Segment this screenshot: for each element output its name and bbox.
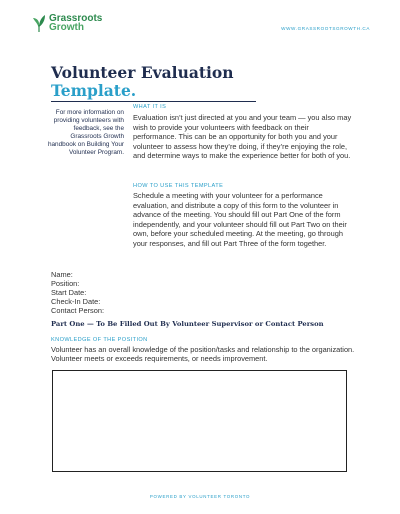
- knowledge-answer-box[interactable]: [52, 370, 347, 472]
- sidenote: For more information on providing volunteers with feedback, see the Grassroots Growth handbook on Building Your Volunteer Program.: [47, 109, 124, 157]
- how-to-use-body: Schedule a meeting with your volunteer for a performance evaluation, and distribute a copy of this form to the volunteer in advance of the meeting. You should fill out Part One of the form independently, and your volunteer should fill out Part Two on their own, before your scheduled meeting. At the meeting, go through your responses, and fill out Part Three of the form together.: [133, 191, 347, 248]
- how-to-use-heading: HOW TO USE THIS TEMPLATE: [133, 183, 224, 189]
- logo-text-line1: Grassroots: [49, 13, 103, 24]
- grassroots-growth-logo: [32, 14, 102, 32]
- logo-text-line2: Growth: [49, 22, 84, 33]
- volunteer-info-fields: [51, 270, 104, 315]
- footer-credit: POWERED BY VOLUNTEER TORONTO: [149, 494, 251, 499]
- website-link[interactable]: WWW.GRASSROOTSGROWTH.CA: [281, 26, 370, 31]
- page-title-line1: Volunteer Evaluation: [51, 63, 234, 82]
- part-one-heading: Part One — To Be Filled Out By Volunteer Supervisor or Contact Person: [51, 320, 324, 328]
- field-position[interactable]: Position:: [51, 279, 80, 289]
- field-contact-person[interactable]: Contact Person:: [51, 306, 104, 316]
- title-divider: [51, 101, 256, 102]
- what-it-is-body: Evaluation isn’t just directed at you and your team — you also may wish to provide your volunteers with feedback on their performance. This can be an opportunity for both you and your volunteer to assess how they’re doing, if they’re enjoying the role, and determine ways to make the experience better for both of you.: [133, 113, 352, 161]
- field-name[interactable]: Name:: [51, 270, 73, 279]
- what-it-is-heading: WHAT IT IS: [133, 104, 167, 110]
- field-start-date[interactable]: Start Date:: [51, 288, 87, 298]
- field-check-in-date[interactable]: Check-In Date:: [51, 297, 101, 307]
- leaf-icon: [32, 14, 46, 32]
- page-title-line2: Template.: [51, 81, 137, 100]
- knowledge-body: Volunteer has an overall knowledge of the position/tasks and relationship to the organization. Volunteer meets or exceeds requirements, or needs improvement.: [51, 345, 355, 364]
- knowledge-heading: KNOWLEDGE OF THE POSITION: [51, 337, 148, 343]
